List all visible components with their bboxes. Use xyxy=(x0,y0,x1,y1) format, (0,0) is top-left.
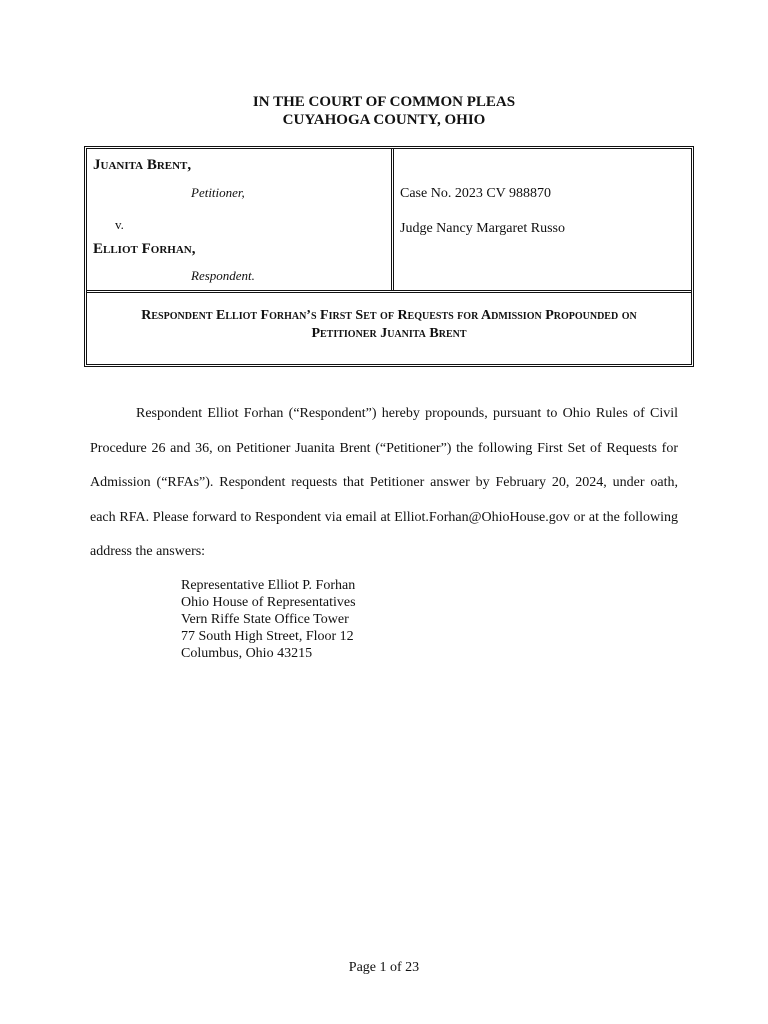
body-paragraph: Respondent Elliot Forhan (“Respondent”) hereby propounds, pursuant to Ohio Rules of Civil Procedure 26 and 36, on Petitioner Juanita Brent (“Petitioner”) the following First Set of Requests for Admission (“RFAs”). Respondent requests that Petitioner answer by February 20, 2024, under oath, each RFA. Please forward to Respondent via email at Elliot.Forhan@OhioHouse.gov or at the following address the answers: xyxy=(90,406,678,559)
court-header xyxy=(0,93,768,129)
page-number: Page 1 of 23 xyxy=(348,960,420,975)
document-title xyxy=(97,307,681,343)
caption-case-info-cell xyxy=(394,149,691,290)
address-line: Representative Elliot P. Forhan xyxy=(181,578,356,593)
document-title-line2: Petitioner Juanita Brent xyxy=(311,326,467,341)
document-title-line1: Respondent Elliot Forhan’s First Set of Requests for Admission Propounded on xyxy=(141,308,637,323)
address-line: 77 South High Street, Floor 12 xyxy=(181,629,354,644)
court-county: CUYAHOGA COUNTY, OHIO xyxy=(282,112,486,128)
respondent-name: Elliot Forhan, xyxy=(93,241,196,257)
address-line: Vern Riffe State Office Tower xyxy=(181,612,349,627)
address-line: Columbus, Ohio 43215 xyxy=(181,646,313,661)
petitioner-name: Juanita Brent, xyxy=(93,157,192,173)
case-caption-box xyxy=(84,146,694,367)
versus-label: v. xyxy=(115,217,124,232)
caption-parties-cell xyxy=(87,149,394,290)
caption-parties-row xyxy=(87,149,691,293)
petitioner-role: Petitioner, xyxy=(191,185,245,200)
mailing-address xyxy=(181,577,356,662)
respondent-role: Respondent. xyxy=(191,268,255,283)
judge-name: Judge Nancy Margaret Russo xyxy=(400,221,565,236)
address-line: Ohio House of Representatives xyxy=(181,595,356,610)
court-name: IN THE COURT OF COMMON PLEAS xyxy=(252,94,516,110)
case-number: Case No. 2023 CV 988870 xyxy=(400,186,552,201)
